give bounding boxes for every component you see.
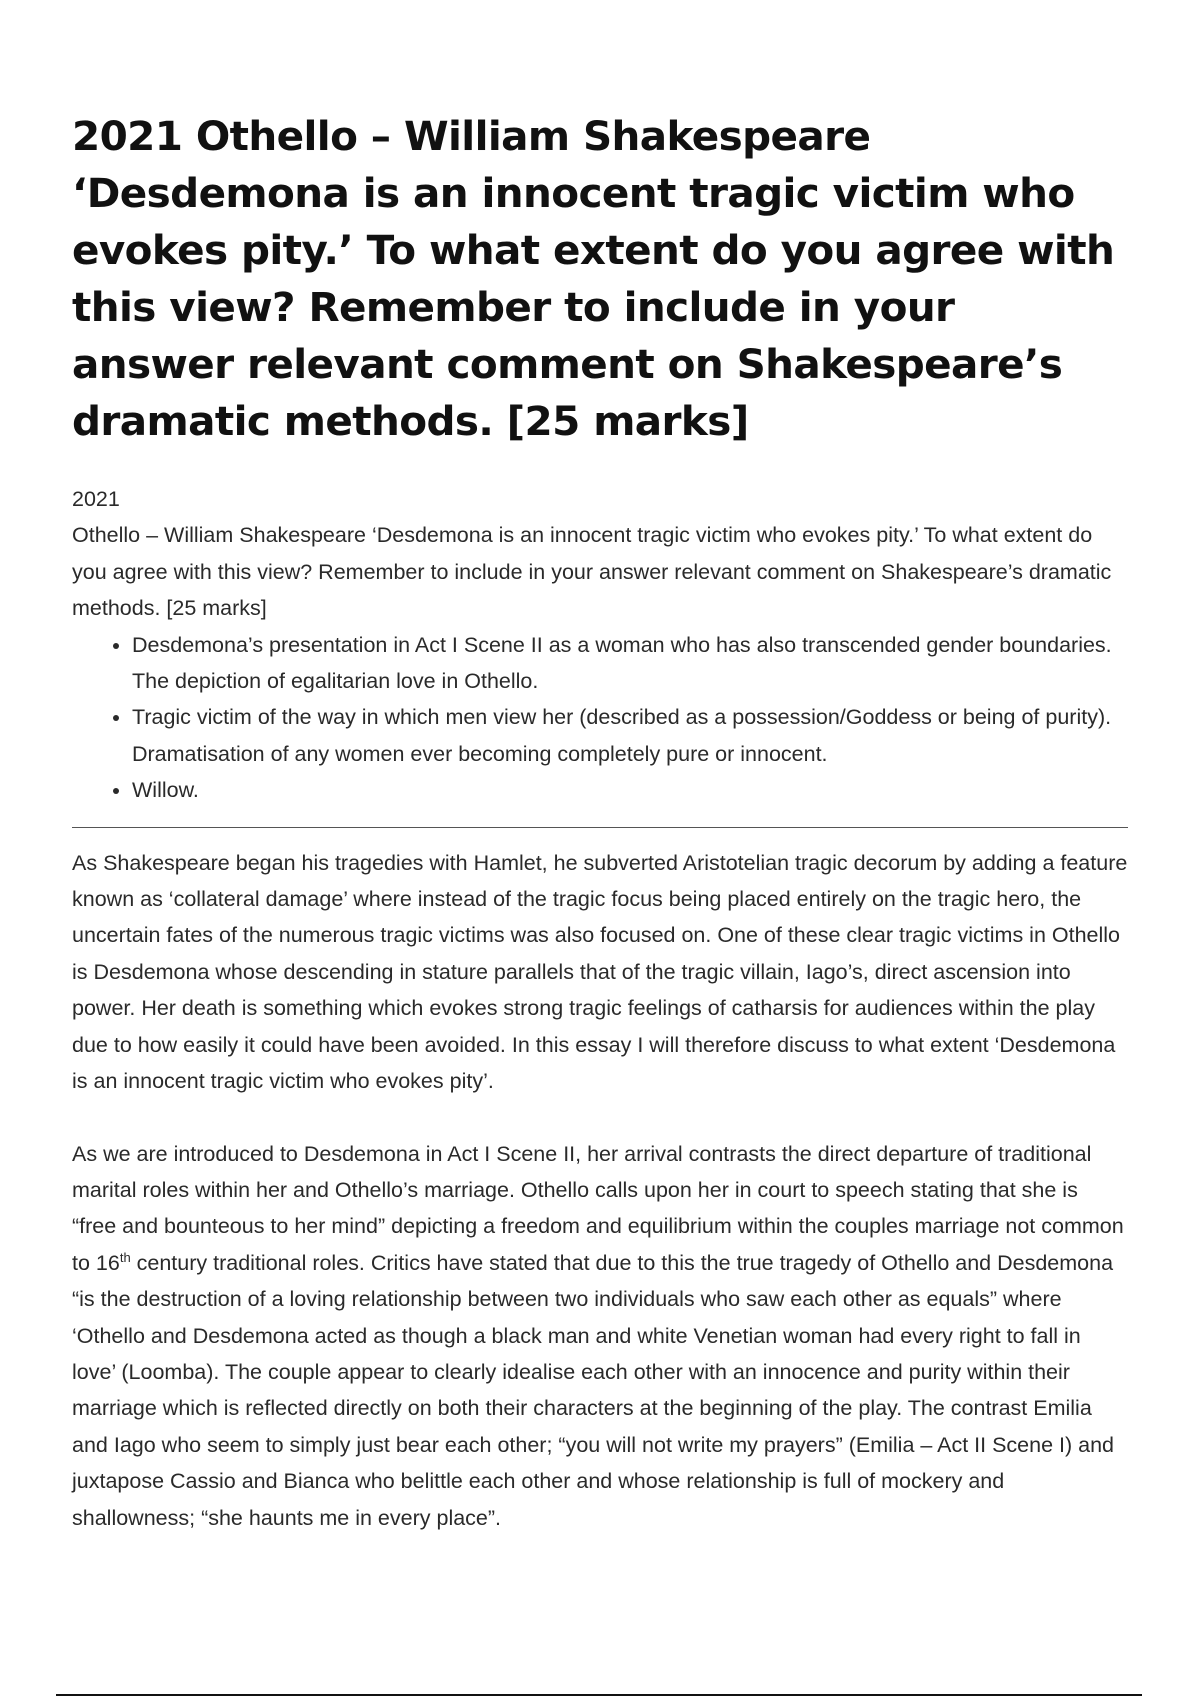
question-text: Othello – William Shakespeare ‘Desdemona is an innocent tragic victim who evokes pity.’ To what extent do you agree with this view? Remember to include in your answer relevant comment on Shakespeare’s dramatic methods. [25 marks] (72, 523, 1112, 621)
ordinal-superscript: th (119, 1249, 131, 1265)
list-item: • Tragic victim of the way in which men view her (described as a possession/Goddess or being of purity). Dramatisation of any women ever becoming completely pure or innocent. (132, 699, 1128, 772)
page-bottom-rule (56, 1694, 1142, 1696)
essay-paragraph-2 (72, 1136, 1128, 1536)
section-divider (72, 827, 1128, 828)
paragraph-text: As we are introduced to Desdemona in Act I Scene II, her arrival contrasts the direct departure of traditional marital roles within her and Othello’s marriage. Othello calls upon her in court to speech stating that she is “free and bounteous to her mind” depicting a freedom and equilibrium within the couples marriage not common to 16 (72, 1141, 1124, 1275)
question-block (72, 481, 1128, 627)
key-points-list (72, 627, 1128, 809)
list-item: • Willow. (132, 772, 1128, 808)
essay-paragraph-1: As Shakespeare began his tragedies with Hamlet, he subverted Aristotelian tragic decorum by adding a feature known as ‘collateral damage’ where instead of the tragic focus being placed entirely on the tragic hero, the uncertain fates of the numerous tragic victims was also focused on. One of these clear tragic victims in Othello is Desdemona whose descending in stature parallels that of the tragic villain, Iago’s, direct ascension into power. Her death is something which evokes strong tragic feelings of catharsis for audiences within the play due to how easily it could have been avoided. In this essay I will therefore discuss to what extent ‘Desdemona is an innocent tragic victim who evokes pity’. (72, 850, 1128, 1094)
document-page (72, 108, 1128, 1536)
paragraph-text: century traditional roles. Critics have stated that due to this the true tragedy of Othello and Desdemona “is the destruction of a loving relationship between two individuals who saw each other as equals” where ‘Othello and Desdemona acted as though a black man and white Venetian woman had every right to fall in love’ (Loomba). The couple appear to clearly idealise each other with an innocence and purity within their marriage which is reflected directly on both their characters at the beginning of the play. The contrast Emilia and Iago who seem to simply just bear each other; “you will not write my prayers” (Emilia – Act II Scene I) and juxtapose Cassio and Bianca who belittle each other and whose relationship is full of mockery and shallowness; “she haunts me in every place”. (72, 1250, 1115, 1530)
list-item: • Desdemona’s presentation in Act I Scene II as a woman who has also transcended gender boundaries. The depiction of egalitarian love in Othello. (132, 627, 1128, 700)
document-title: 2021 Othello – William Shakespeare ‘Desdemona is an innocent tragic victim who evokes pity.’ To what extent do you agree with this view? Remember to include in your answer relevant comment on Shakespeare’s dramatic methods. [25 marks] (72, 112, 1115, 445)
question-year: 2021 (72, 487, 120, 511)
